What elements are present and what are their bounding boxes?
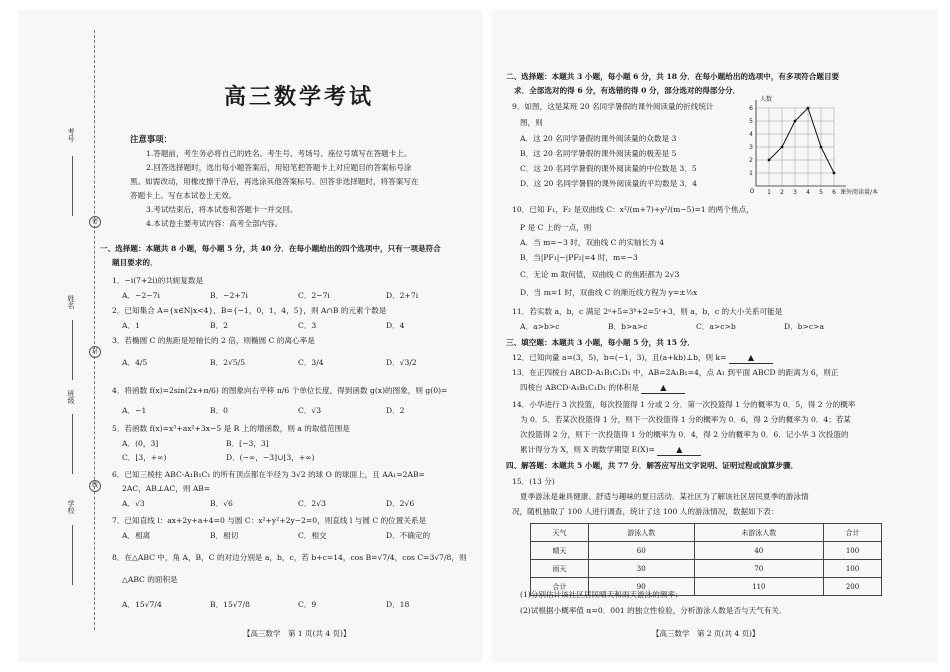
binding-dashed-line [94, 30, 96, 630]
section2-heading: 二、选择题：本题共 3 小题，每小题 6 分，共 18 分．在每小题给出的选项中，有多项符合题目要 [506, 72, 840, 81]
question-12-text: 12．已知向量 a=(3，5)，b=(−1，3)，且(a+kb)⊥b，则 k= [512, 353, 727, 362]
question-10-stem: P 是 C 上的一点，则 [520, 223, 592, 232]
table-cell: 雨天 [531, 560, 589, 578]
question-11-options [520, 322, 872, 332]
question-10-option-b: B．当|PF₁|−|PF₂|=4 时，m=−3 [520, 253, 638, 262]
question-6-options [122, 499, 474, 509]
chart-y-tick-label: 3 [749, 144, 753, 151]
question-7-options [122, 531, 474, 541]
answer-blank: ▲ [657, 445, 701, 456]
option-b: B．−2+7i [210, 291, 248, 300]
section2-heading: 求．全部选对的得 6 分，有选错的得 0 分，部分选对的得部分分． [514, 86, 741, 95]
option-c: C．a>c>b [696, 322, 736, 331]
option-a: A．4/5 [122, 358, 148, 367]
question-13-text: 四棱台 ABCD-A₁B₁C₁D₁ 的体积是 [520, 383, 639, 392]
question-15-intro: 况，随机抽取了 100 人进行调查，统计了这 100 人的游泳情况，数据如下表： [512, 507, 779, 516]
notice-line: 2.回答选择题时，选出每小题答案后，用铅笔把答题卡上对应题目的答案标号涂 [146, 163, 412, 172]
table-cell: 90 [588, 578, 694, 596]
chart-origin-label: O [749, 188, 755, 195]
question-9-option-c: C．这 20 名同学暑假的课外阅读量的中位数是 3．5 [520, 164, 697, 173]
chart-x-tick-label: 5 [819, 189, 823, 196]
option-b: B．2√5/5 [210, 358, 246, 367]
answer-blank: ▲ [729, 353, 773, 364]
binding-line [72, 414, 73, 474]
option-a: A．√3 [122, 499, 145, 508]
option-a: A．a>b>c [520, 322, 560, 331]
chart-x-tick-label: 4 [806, 189, 810, 196]
option-d: D．4 [386, 321, 405, 330]
option-b: B．√6 [210, 499, 233, 508]
option-a: A．1 [122, 321, 140, 330]
binding-label-school: 学校 [67, 500, 75, 514]
table-header-cell: 合计 [824, 524, 882, 542]
chart-y-axis-label: 人数 [760, 96, 773, 103]
table-cell: 70 [694, 560, 823, 578]
option-d: D．2√6 [386, 499, 415, 508]
question-8-stem: 8．在△ABC 中，角 A，B，C 的对边分别是 a，b，c，若 b+c=14，cos B=√7/4，cos C=3√7/8，则 [112, 553, 467, 562]
reading-line-chart [742, 94, 882, 200]
chart-y-tick-label: 1 [749, 170, 753, 177]
question-6-stem: 6．已知三棱柱 ABC-A₁B₁C₁ 的所有顶点都在半径为 3√2 的球 O 的球面上，且 AA₁=2AB= [112, 470, 425, 479]
question-2-options [122, 321, 474, 331]
option-c: C．9 [298, 600, 317, 609]
table-header-cell: 未游泳人数 [694, 524, 823, 542]
question-4-options [122, 406, 474, 416]
question-14-line [520, 445, 701, 456]
option-b: B．b>a>c [608, 322, 648, 331]
binding-label-name: 姓名 [67, 295, 75, 309]
section1-heading: 题目要求的． [112, 258, 158, 267]
question-15-label: 15．(13 分) [512, 477, 555, 486]
chart-y-tick-label: 2 [749, 157, 753, 164]
swim-data-table [530, 523, 882, 596]
option-d: D．18 [386, 600, 410, 609]
option-c: C．相交 [298, 531, 327, 540]
table-cell: 100 [824, 560, 882, 578]
question-14-line: 次投篮得 2 分，则下一次投篮得 1 分的概率为 0．4，得 2 分的概率为 0．6．记小华 3 次投篮的 [520, 430, 849, 439]
option-b: B．2 [210, 321, 229, 330]
option-c: C．2−7i [298, 291, 330, 300]
question-2-stem: 2．已知集合 A={x∈N|x<4}，B={−1，0，1，4，5}，则 A∩B 的元素个数是 [112, 306, 387, 315]
option-b: B．0 [210, 406, 229, 415]
table-cell: 100 [824, 542, 882, 560]
chart-data-point [820, 146, 823, 149]
notice-line: 答题卡上。写在本试卷上无效。 [130, 191, 237, 200]
question-3-options [122, 358, 474, 368]
question-1-stem: 1．−i(7+2i)的共轭复数是 [112, 276, 204, 285]
section3-heading: 三、填空题：本题共 3 小题，每小题 5 分，共 15 分． [506, 338, 695, 347]
question-8-options [122, 600, 474, 610]
option-a: A．−1 [122, 406, 147, 415]
chart-x-tick-label: 2 [780, 189, 784, 196]
table-row [531, 542, 882, 560]
option-c: C．2√3 [298, 499, 326, 508]
option-d: D．√3/2 [386, 358, 417, 367]
question-14-text: 累计得分为 X，则 X 的数学期望 E(X)= [520, 445, 655, 454]
question-15-intro: 夏季游泳是兼具健康、舒适与趣味的夏日活动．某社区为了解该社区居民夏季的游泳情 [520, 492, 809, 501]
question-5-options [122, 453, 330, 463]
chart-series-line [769, 108, 834, 173]
question-15-sub1: (1)分别估计该社区居民晴天和雨天游泳的频率； [520, 590, 683, 599]
question-5-options [122, 439, 330, 449]
table-cell: 30 [588, 560, 694, 578]
option-c: C．[3，+∞) [122, 453, 167, 462]
question-10-option-a: A．当 m=−3 时，双曲线 C 的实轴长为 4 [520, 238, 665, 247]
binding-label-class: 班级 [67, 390, 75, 404]
binding-mark-seal: 密 [89, 216, 101, 228]
table-header-cell: 游泳人数 [588, 524, 694, 542]
chart-data-point [833, 172, 836, 175]
chart-data-point [768, 159, 771, 162]
option-a: A．相离 [122, 531, 151, 540]
question-15-sub2: (2)试根据小概率值 α=0．001 的独立性检验，分析游泳人数是否与天气有关． [520, 606, 787, 615]
chart-data-point [794, 120, 797, 123]
chart-y-tick-label: 6 [749, 105, 753, 112]
question-9-option-a: A．这 20 名同学暑假的课外阅读量的众数是 3 [520, 134, 677, 143]
chart-x-axis-label: 课外阅读量/本 [840, 189, 879, 196]
chart-data-point [781, 146, 784, 149]
binding-line [72, 525, 73, 585]
binding-label-exam-number: 考号 [67, 128, 75, 142]
option-c: C．√3 [298, 406, 322, 415]
question-8-stem: △ABC 的面积是 [122, 575, 178, 584]
binding-mark-seal: 线 [89, 480, 101, 492]
question-11-stem: 11．若实数 a，b，c 满足 2ᵃ+5=3ᵇ+2=5ᶜ+3，则 a，b，c 的大小关系可能是 [512, 307, 783, 316]
option-a: A．−2−7i [122, 291, 160, 300]
option-a: A．15√7/4 [122, 600, 162, 609]
option-b: B．15√7/8 [210, 600, 250, 609]
option-a: A．(0，3] [122, 439, 159, 448]
option-d: D．不确定的 [386, 531, 431, 540]
question-3-stem: 3．若椭圆 C 的焦距是短轴长的 2 倍，则椭圆 C 的离心率是 [112, 336, 315, 345]
option-c: C．3 [298, 321, 317, 330]
table-header-cell: 天气 [531, 524, 589, 542]
notice-line: 4.本试卷主要考试内容：高考全部内容。 [146, 219, 283, 228]
chart-data-point [807, 107, 810, 110]
question-1-options [122, 291, 474, 301]
question-7-stem: 7．已知直线 l：ax+2y+a+4=0 与圆 C：x²+y²+2y−2=0，则直线 l 与圆 C 的位置关系是 [112, 516, 427, 525]
table-cell: 40 [694, 542, 823, 560]
option-b: B．相切 [210, 531, 239, 540]
question-10-option-d: D．当 m=1 时，双曲线 C 的渐近线方程为 y=±½x [520, 288, 698, 297]
page-title: 高三数学考试 [224, 84, 375, 110]
question-14-line: 14．小华进行 3 次投篮，每次投篮得 1 分或 2 分．第一次投篮得 1 分的概率为 0．5，得 2 分的概率 [512, 400, 856, 409]
option-b: B．[−3，3] [226, 439, 269, 448]
question-9-option-d: D．这 20 名同学暑假的课外阅读量的平均数是 3．4 [520, 179, 697, 188]
table-cell: 晴天 [531, 542, 589, 560]
notice-line: 3.考试结束后，将本试卷和答题卡一并交回。 [146, 205, 298, 214]
question-4-stem: 4．将函数 f(x)=2sin(2x+π/6) 的图象向右平移 π/6 个单位长度，得到函数 g(x)的图象，则 g(0)= [112, 386, 448, 395]
table-row [531, 560, 882, 578]
binding-line [72, 320, 73, 380]
question-13-stem [520, 383, 685, 394]
option-d: D．b>c>a [784, 322, 825, 331]
page-footer: 【高三数学 第 2 页(共 4 页)】 [652, 629, 760, 638]
page-footer: 【高三数学 第 1 页(共 4 页)】 [243, 629, 351, 638]
notice-line: 黑。如需改动，用橡皮擦干净后，再选涂其他答案标号。回答非选择题时，将答案写在 [130, 177, 419, 186]
option-d: D．(−∞，−3]∪[3，+∞) [226, 453, 315, 462]
question-9-stem: 图，则 [520, 118, 543, 127]
section1-heading: 一、选择题：本题共 8 小题，每小题 5 分，共 40 分．在每小题给出的四个选项中，只有一项是符合 [100, 244, 441, 253]
question-12-stem [512, 353, 773, 364]
option-d: D．2 [386, 406, 405, 415]
chart-x-tick-label: 6 [832, 189, 836, 196]
binding-line [72, 156, 73, 216]
question-14-line: 为 0．5．若某次投篮得 1 分，则下一次投篮得 1 分的概率为 0．6，得 2 分的概率为 0．4；若某 [520, 415, 851, 424]
question-9-stem: 9．如图，这是某班 20 名同学暑假的课外阅读量的折线统计 [512, 102, 714, 111]
binding-mark-seal: 封 [89, 346, 101, 358]
question-9-option-b: B．这 20 名同学暑假的课外阅读量的极差是 5 [520, 149, 677, 158]
table-header-row [531, 524, 882, 542]
chart-y-tick-label: 4 [749, 131, 753, 138]
table-cell: 60 [588, 542, 694, 560]
question-6-stem: 2AC，AB⊥AC，则 AB= [122, 484, 211, 493]
question-13-stem: 13．在正四棱台 ABCD-A₁B₁C₁D₁ 中，AB=2A₁B₁=4，点 A₁ 到平面 ABCD 的距离为 6，则正 [512, 368, 839, 377]
question-10-stem: 10．已知 F₁，F₂ 是双曲线 C：x²/(m+7)+y²/(m−5)=1 的两个焦点， [512, 205, 754, 214]
option-c: C．3/4 [298, 358, 324, 367]
chart-x-tick-label: 3 [793, 189, 797, 196]
exam-page-1 [18, 10, 483, 662]
question-5-stem: 5．若函数 f(x)=x³+ax²+3x−5 是 R 上的增函数，则 a 的取值范围是 [112, 424, 350, 433]
chart-y-tick-label: 5 [749, 118, 753, 125]
answer-blank: ▲ [641, 383, 685, 394]
exam-page-2 [492, 10, 937, 662]
notice-heading: 注意事项： [130, 134, 172, 144]
table-cell: 110 [694, 578, 823, 596]
question-10-option-c: C．无论 m 取何值，双曲线 C 的焦距都为 2√3 [520, 270, 680, 279]
table-cell: 合计 [531, 578, 589, 596]
table-cell: 200 [824, 578, 882, 596]
notice-line: 1.答题前，考生务必将自己的姓名、考生号、考场号、座位号填写在答题卡上。 [146, 149, 412, 158]
chart-x-tick-label: 1 [767, 189, 771, 196]
section4-heading: 四、解答题：本题共 5 小题，共 77 分．解答应写出文字说明、证明过程或演算步骤． [506, 461, 799, 470]
option-d: D．2+7i [386, 291, 419, 300]
